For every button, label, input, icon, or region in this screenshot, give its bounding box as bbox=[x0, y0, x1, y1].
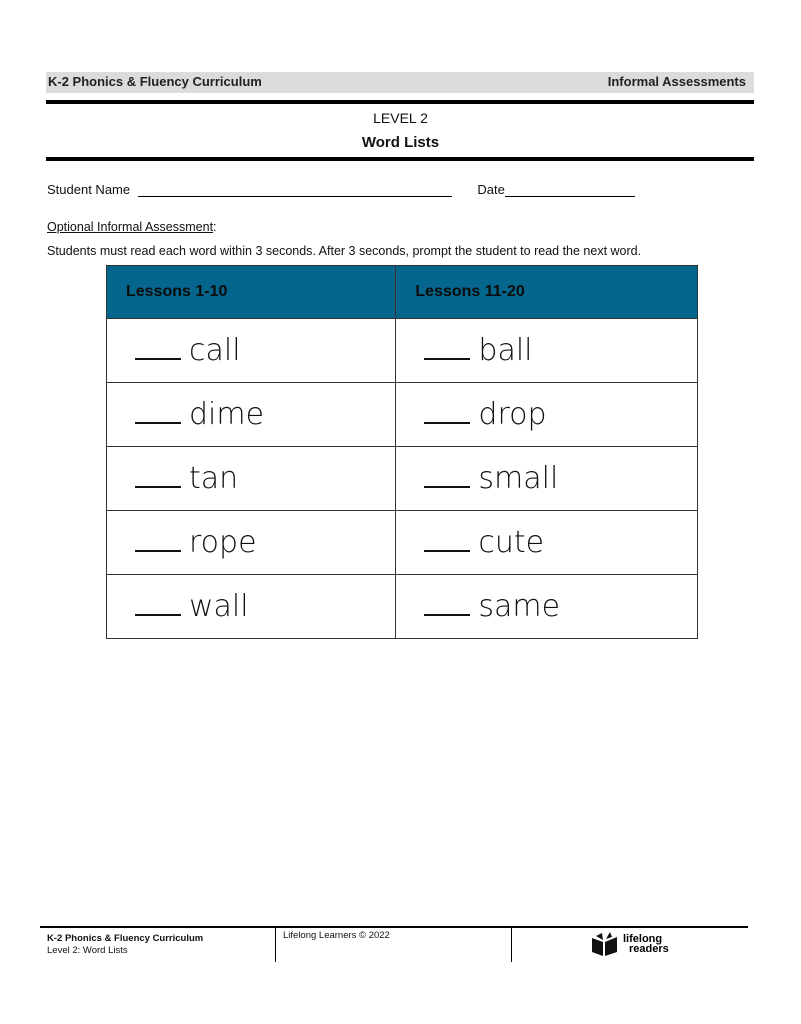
header-band bbox=[46, 72, 754, 93]
check-blank[interactable] bbox=[135, 464, 181, 488]
word-cell bbox=[396, 383, 698, 447]
word: cute bbox=[478, 525, 545, 560]
lifelong-readers-logo bbox=[590, 932, 680, 958]
word-list-body bbox=[107, 319, 698, 639]
student-info-row bbox=[47, 182, 635, 197]
word-cell bbox=[107, 575, 396, 639]
word: rope bbox=[189, 525, 257, 560]
word: call bbox=[189, 333, 241, 368]
footer-divider bbox=[275, 928, 276, 962]
footer-subtitle: Level 2: Word Lists bbox=[47, 945, 128, 956]
page-title: Word Lists bbox=[361, 134, 440, 151]
optional-assessment-heading bbox=[47, 220, 217, 234]
check-blank[interactable] bbox=[135, 528, 181, 552]
word-list-table bbox=[106, 265, 698, 639]
instructions: Students must read each word within 3 seconds. After 3 seconds, prompt the student to read the next word. bbox=[47, 244, 642, 258]
footer-copyright: Lifelong Learners © 2022 bbox=[283, 930, 390, 941]
optional-colon: : bbox=[213, 220, 217, 234]
book-icon bbox=[590, 932, 620, 958]
level-title: LEVEL 2 bbox=[373, 110, 428, 126]
check-blank[interactable] bbox=[135, 592, 181, 616]
logo-text bbox=[623, 934, 669, 954]
word-cell bbox=[107, 447, 396, 511]
word-cell bbox=[396, 447, 698, 511]
word: tan bbox=[189, 461, 239, 496]
check-blank[interactable] bbox=[135, 336, 181, 360]
word-cell bbox=[107, 319, 396, 383]
table-row bbox=[107, 383, 698, 447]
footer-curriculum-title: K-2 Phonics & Fluency Curriculum bbox=[47, 933, 204, 944]
word-cell bbox=[396, 575, 698, 639]
table-header-row bbox=[107, 266, 698, 319]
student-name-label: Student Name bbox=[47, 182, 131, 197]
check-blank[interactable] bbox=[424, 400, 470, 424]
check-blank[interactable] bbox=[135, 400, 181, 424]
table-row bbox=[107, 319, 698, 383]
curriculum-title: K-2 Phonics & Fluency Curriculum bbox=[48, 74, 262, 89]
column-header: Lessons 11-20 bbox=[396, 266, 698, 319]
top-rule bbox=[46, 100, 754, 104]
logo-text-line2: readers bbox=[629, 943, 669, 955]
check-blank[interactable] bbox=[424, 464, 470, 488]
table-row bbox=[107, 447, 698, 511]
word-cell bbox=[396, 511, 698, 575]
logo-text-line1: lifelong bbox=[623, 933, 663, 945]
footer-rule bbox=[40, 926, 748, 928]
footer-divider bbox=[511, 928, 512, 962]
date-label: Date bbox=[477, 182, 505, 197]
word: wall bbox=[189, 589, 249, 624]
title-rule bbox=[46, 157, 754, 161]
date-field[interactable] bbox=[505, 184, 635, 197]
check-blank[interactable] bbox=[424, 336, 470, 360]
word: dime bbox=[189, 397, 265, 432]
word: small bbox=[478, 461, 559, 496]
word: ball bbox=[478, 333, 533, 368]
check-blank[interactable] bbox=[424, 528, 470, 552]
column-header: Lessons 1-10 bbox=[107, 266, 396, 319]
word-cell bbox=[107, 383, 396, 447]
table-row bbox=[107, 575, 698, 639]
check-blank[interactable] bbox=[424, 592, 470, 616]
word: drop bbox=[478, 397, 547, 432]
table-row bbox=[107, 511, 698, 575]
section-title: Informal Assessments bbox=[607, 74, 746, 89]
word-cell bbox=[396, 319, 698, 383]
word-cell bbox=[107, 511, 396, 575]
optional-assessment-label: Optional Informal Assessment bbox=[47, 220, 214, 234]
word: same bbox=[478, 589, 561, 624]
student-name-field[interactable] bbox=[138, 184, 452, 197]
